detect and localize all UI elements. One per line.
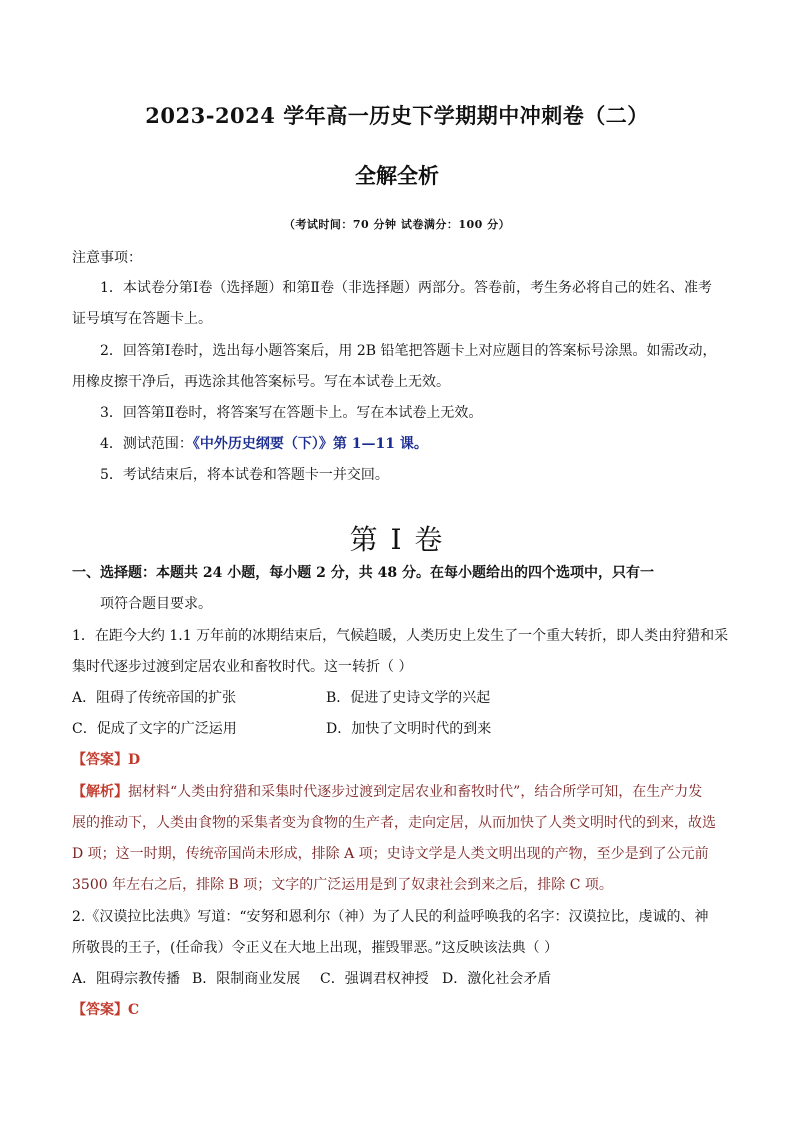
q2-answer-label: 【答案】 [72,1002,128,1018]
q1-answer-value: D [128,752,141,768]
notice-item-1a: 1．本试卷分第Ⅰ卷（选择题）和第Ⅱ卷（非选择题）两部分。答卷前，考生务必将自己的姓名、准考 [100,280,712,296]
notice-heading: 注意事项： [72,250,142,266]
exam-meta: （考试时间：70 分钟 试卷满分：100 分） [283,218,511,231]
q1-analysis-label: 【解析】 [72,784,128,800]
page-title: 2023-2024 学年高一历史下学期期中冲刺卷（二） [145,103,649,128]
q1-analysis-a [72,782,724,802]
notice-item-2b: 用橡皮擦干净后，再选涂其他答案标号。写在本试卷上无效。 [72,374,450,390]
q1-analysis-b: 展的推动下，人类由食物的采集者变为食物的生产者，走向定居，从而加快了人类文明时代的到来，故选 [72,815,716,831]
section-instruction-a [72,563,724,583]
q1-analysis-d: 3500 年左右之后，排除 B 项；文字的广泛运用是到了奴隶社会到来之后，排除 C 项。 [72,877,613,893]
section-instruction-b: 项符合题目要求。 [100,596,212,612]
q1-option-b: B．促进了史诗文学的兴起 [326,690,491,706]
q1-analysis-c: D 项；这一时期，传统帝国尚未形成，排除 A 项；史诗文学是人类文明出现的产物，至少是到了公元前 [72,846,709,862]
q1-option-a: A．阻碍了传统帝国的扩张 [72,690,237,706]
page-subtitle: 全解全析 [355,163,439,188]
notice-item-4-prefix: 4．测试范围： [100,436,193,452]
notice-item-3: 3．回答第Ⅱ卷时，将答案写在答题卡上。写在本试卷上无效。 [100,405,483,421]
q2-option-d: D．激化社会矛盾 [442,971,552,987]
q1-answer-label: 【答案】 [72,752,128,768]
q1-analysis-text-a: 据材料“人类由狩猎和采集时代逐步过渡到定居农业和畜牧时代”，结合所学可知，在生产力发 [128,784,703,800]
q1-stem-a: 1．在距今大约 1.1 万年前的冰期结束后，气候趋暖，人类历史上发生了一个重大转折，即人类由狩猎和采 [72,628,729,644]
notice-item-2a: 2．回答第Ⅰ卷时，选出每小题答案后，用 2B 铅笔把答题卡上对应题目的答案标号涂黑。如需改动， [100,343,717,359]
section-title: 第 I 卷 [349,523,445,556]
q1-stem-b: 集时代逐步过渡到定居农业和畜牧时代。这一转折（ ） [72,659,413,675]
q2-answer [72,1000,724,1020]
q2-stem-a: 2.《汉谟拉比法典》写道：“安努和恩利尔（神）为了人民的利益呼唤我的名字：汉谟拉比，虔诚的、神 [72,909,709,925]
notice-item-1b: 证号填写在答题卡上。 [72,311,212,327]
q1-option-d: D．加快了文明时代的到来 [326,721,492,737]
q2-option-c: C．强调君权神授 [320,971,429,987]
notice-item-5: 5．考试结束后，将本试卷和答题卡一并交回。 [100,467,389,483]
q2-option-b: B．限制商业发展 [192,971,301,987]
section-instruction-prefix: 一、选择题： [72,565,156,581]
q2-option-a: A．阻碍宗教传播 [72,971,181,987]
test-scope: 《中外历史纲要（下）》第 1—11 课。 [192,436,428,452]
q2-stem-b: 所敬畏的王子，(任命我）令正义在大地上出现，摧毁罪恶。”这反映该法典（ ） [72,940,559,956]
notice-item-4 [100,434,724,454]
q2-answer-value: C [128,1002,140,1018]
section-instruction-body: 本题共 24 小题，每小题 2 分，共 48 分。在每小题给出的四个选项中，只有一 [156,565,654,581]
q1-option-c: C．促成了文字的广泛运用 [72,721,237,737]
q1-answer [72,750,724,770]
